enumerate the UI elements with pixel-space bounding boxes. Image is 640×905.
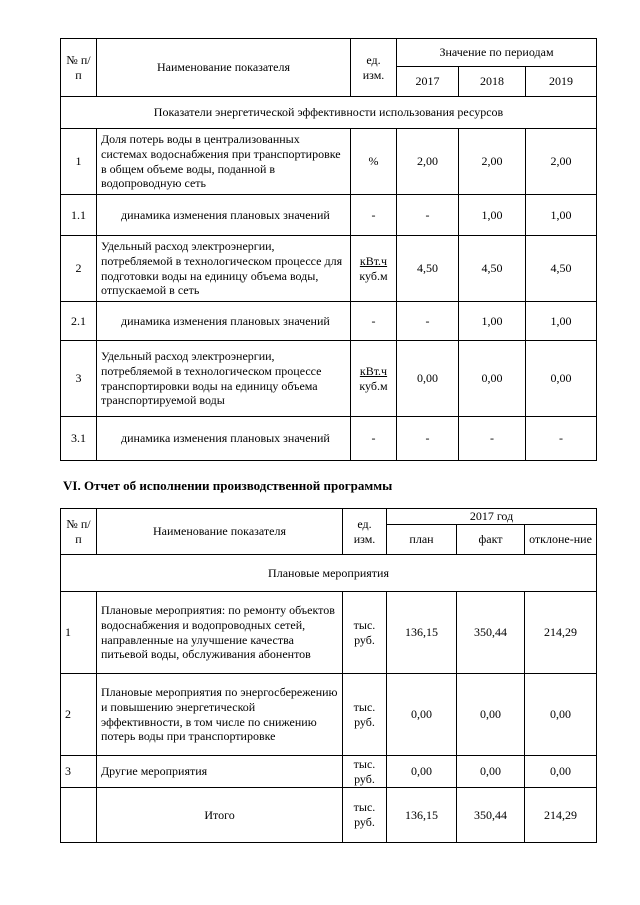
table-row — [61, 302, 597, 341]
table-row — [61, 756, 597, 788]
row-value-2017: - — [397, 195, 459, 236]
row-value-2019: 1,00 — [526, 195, 597, 236]
row-name: Доля потерь воды в централизованных системах водоснабжения при транспортировке в общем объеме воды, поданной в водопроводную сеть — [97, 129, 351, 195]
row-value-2018: 4,50 — [459, 236, 526, 302]
row-num: 1 — [61, 592, 97, 674]
row-plan: 136,15 — [387, 592, 457, 674]
header-year: 2017 год — [387, 509, 597, 525]
row-unit: - — [351, 417, 397, 461]
table-row — [61, 129, 597, 195]
row-num: 2.1 — [61, 302, 97, 341]
row-unit: тыс. руб. — [343, 756, 387, 788]
header-deviation: отклоне-ние — [525, 525, 597, 555]
header-num: № п/п — [61, 509, 97, 555]
row-fact: 350,44 — [457, 592, 525, 674]
header-year-2: 2018 — [459, 67, 526, 97]
row-unit: % — [351, 129, 397, 195]
row-value-2019: 4,50 — [526, 236, 597, 302]
row-unit — [351, 341, 397, 417]
header-name: Наименование показателя — [97, 509, 343, 555]
row-name: динамика изменения плановых значений — [97, 417, 351, 461]
row-num: 3 — [61, 756, 97, 788]
row-num — [61, 788, 97, 843]
table-row — [61, 236, 597, 302]
row-value-2018: 2,00 — [459, 129, 526, 195]
header-year-1: 2017 — [397, 67, 459, 97]
production-program-table — [60, 508, 597, 843]
section-heading: VI. Отчет об исполнении производственной программы — [63, 478, 393, 493]
row-unit: тыс. руб. — [343, 674, 387, 756]
row-value-2019: - — [526, 417, 597, 461]
row-value-2018: - — [459, 417, 526, 461]
row-value-2018: 1,00 — [459, 302, 526, 341]
row-num: 1 — [61, 129, 97, 195]
row-num: 2 — [61, 236, 97, 302]
row-name: Другие мероприятия — [97, 756, 343, 788]
row-fact: 0,00 — [457, 674, 525, 756]
header-num: № п/п — [61, 39, 97, 97]
row-deviation: 0,00 — [525, 674, 597, 756]
row-name: Удельный расход электроэнергии, потребляемой в технологическом процессе транспортировки воды на единицу объема транспортируемой воды — [97, 341, 351, 417]
row-name: Плановые мероприятия по энергосбережению и повышению энергетической эффективности, в том числе по снижению потерь воды при транспортировке — [97, 674, 343, 756]
row-deviation: 214,29 — [525, 788, 597, 843]
row-plan: 136,15 — [387, 788, 457, 843]
row-unit: - — [351, 195, 397, 236]
row-num: 1.1 — [61, 195, 97, 236]
unit-denominator: куб.м — [359, 378, 388, 393]
unit-denominator: куб.м — [359, 268, 388, 283]
row-value-2017: 2,00 — [397, 129, 459, 195]
section-title: Показатели энергетической эффективности использования ресурсов — [61, 97, 597, 129]
row-num: 3.1 — [61, 417, 97, 461]
row-num: 3 — [61, 341, 97, 417]
energy-efficiency-table — [60, 38, 597, 461]
row-plan: 0,00 — [387, 674, 457, 756]
header-year-3: 2019 — [526, 67, 597, 97]
row-deviation: 0,00 — [525, 756, 597, 788]
unit-numerator: кВт.ч — [359, 363, 388, 378]
row-value-2019: 0,00 — [526, 341, 597, 417]
header-fact: факт — [457, 525, 525, 555]
row-name: Удельный расход электроэнергии, потребляемой в технологическом процессе для подготовки воды на единицу объема воды, отпускаемой в сеть — [97, 236, 351, 302]
row-plan: 0,00 — [387, 756, 457, 788]
header-periods: Значение по периодам — [397, 39, 597, 67]
row-num: 2 — [61, 674, 97, 756]
row-name: Итого — [97, 788, 343, 843]
section-title: Плановые мероприятия — [61, 555, 597, 592]
unit-numerator: кВт.ч — [359, 253, 388, 268]
row-fact: 350,44 — [457, 788, 525, 843]
row-value-2017: 4,50 — [397, 236, 459, 302]
header-name: Наименование показателя — [97, 39, 351, 97]
total-row — [61, 788, 597, 843]
unit-fraction — [359, 254, 387, 284]
table-row — [61, 195, 597, 236]
row-unit: - — [351, 302, 397, 341]
row-name: динамика изменения плановых значений — [97, 302, 351, 341]
unit-fraction — [359, 364, 387, 394]
header-unit: ед. изм. — [343, 509, 387, 555]
row-name: Плановые мероприятия: по ремонту объектов водоснабжения и водопроводных сетей, направленные на улучшение качества питьевой воды, обслуживания абонентов — [97, 592, 343, 674]
row-unit — [351, 236, 397, 302]
row-name: динамика изменения плановых значений — [97, 195, 351, 236]
header-unit: ед. изм. — [351, 39, 397, 97]
row-deviation: 214,29 — [525, 592, 597, 674]
table-row — [61, 592, 597, 674]
table-row — [61, 341, 597, 417]
row-value-2017: - — [397, 302, 459, 341]
header-plan: план — [387, 525, 457, 555]
row-value-2017: 0,00 — [397, 341, 459, 417]
table-row — [61, 674, 597, 756]
table-row — [61, 417, 597, 461]
row-value-2018: 1,00 — [459, 195, 526, 236]
row-value-2017: - — [397, 417, 459, 461]
row-unit: тыс. руб. — [343, 788, 387, 843]
row-value-2018: 0,00 — [459, 341, 526, 417]
row-unit: тыс. руб. — [343, 592, 387, 674]
row-value-2019: 2,00 — [526, 129, 597, 195]
row-value-2019: 1,00 — [526, 302, 597, 341]
row-fact: 0,00 — [457, 756, 525, 788]
